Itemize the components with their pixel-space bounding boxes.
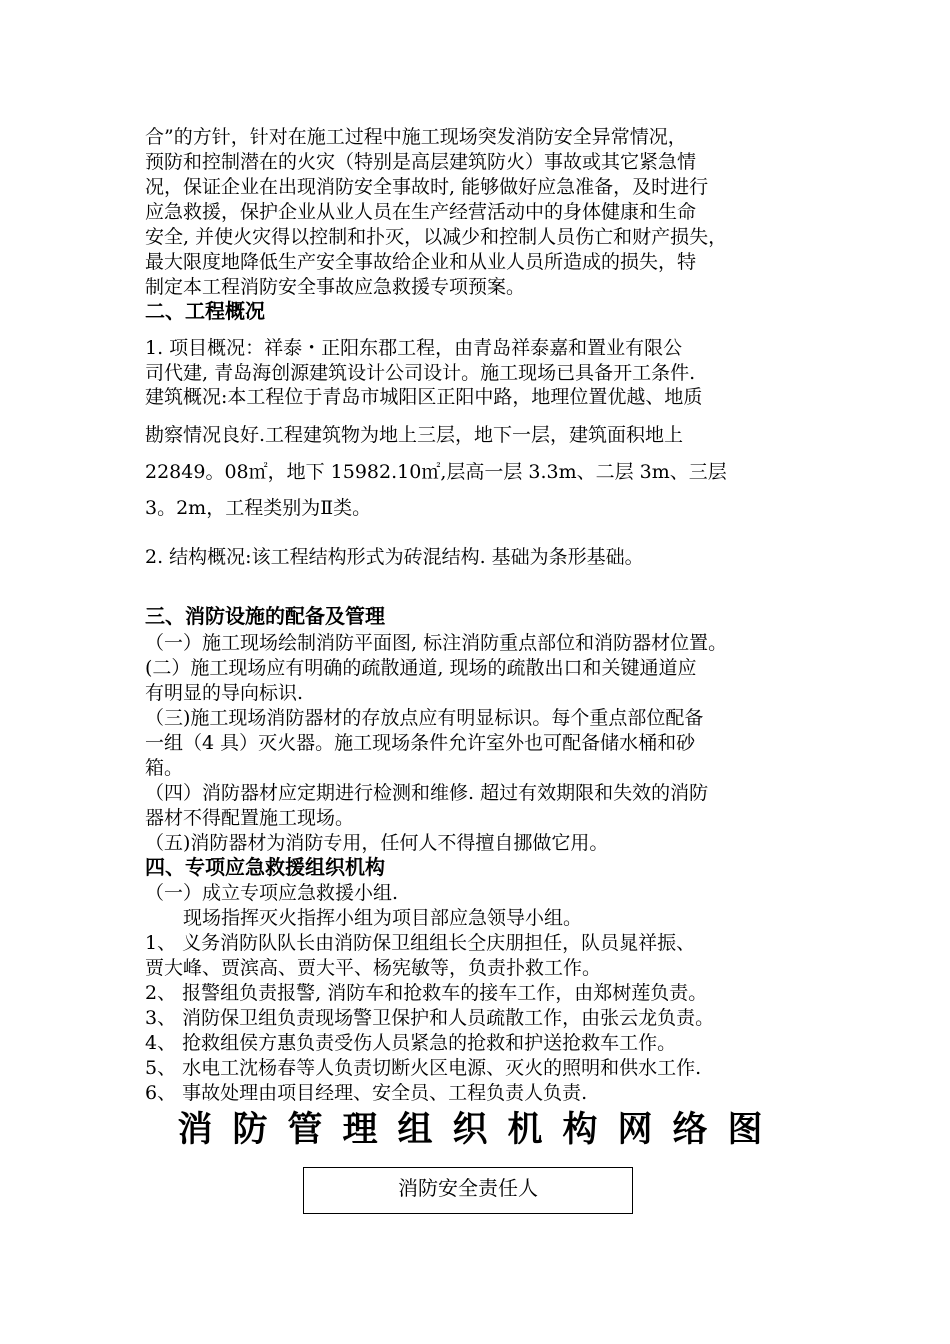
section-heading-facilities: 三、消防设施的配备及管理	[145, 604, 385, 628]
facilities-line: (二）施工现场应有明确的疏散通道, 现场的疏散出口和关键通道应	[145, 657, 697, 679]
facilities-line: （一）施工现场绘制消防平面图, 标注消防重点部位和消防器材位置。	[145, 632, 728, 654]
intro-line: 预防和控制潜在的火灾（特别是高层建筑防火）事故或其它紧急情	[145, 151, 697, 173]
intro-line: 最大限度地降低生产安全事故给企业和从业人员所造成的损失，特	[145, 251, 697, 273]
facilities-line: （三)施工现场消防器材的存放点应有明显标识。每个重点部位配备	[145, 707, 704, 729]
organization-line: 3、 消防保卫组负责现场警卫保护和人员疏散工作，由张云龙负责。	[145, 1007, 715, 1029]
organization-line: 2、 报警组负责报警, 消防车和抢救车的接车工作，由郑树莲负责。	[145, 982, 708, 1004]
organization-line: 4、 抢救组侯方惠负责受伤人员紧急的抢救和护送抢救车工作。	[145, 1032, 677, 1054]
intro-line: 应急救援，保护企业从业人员在生产经营活动中的身体健康和生命	[145, 201, 697, 223]
intro-line: 安全, 并使火灾得以控制和扑灭，以减少和控制人员伤亡和财产损失，	[145, 226, 728, 248]
organization-line: 现场指挥灭火指挥小组为项目部应急领导小组。	[145, 907, 583, 929]
organization-line: 6、 事故处理由项目经理、安全员、工程负责人负责.	[145, 1082, 588, 1104]
overview-line: 2. 结构概况:该工程结构形式为砖混结构. 基础为条形基础。	[145, 546, 644, 568]
organization-line: 贾大峰、贾滨高、贾大平、杨宪敏等，负责扑救工作。	[145, 957, 602, 979]
organization-line: 1、 义务消防队队长由消防保卫组组长仝庆朋担任，队员晁祥振、	[145, 932, 696, 954]
facilities-line: （五)消防器材为消防专用，任何人不得擅自挪做它用。	[145, 832, 609, 854]
intro-line: 况，保证企业在出现消防安全事故时, 能够做好应急准备，及时进行	[145, 176, 709, 198]
section-heading-overview: 二、工程概况	[145, 299, 265, 323]
overview-line: 司代建, 青岛海创源建筑设计公司设计。施工现场已具备开工条件.	[145, 362, 696, 384]
overview-line: 1. 项目概况：祥泰・正阳东郡工程，由青岛祥泰嘉和置业有限公	[145, 337, 683, 359]
org-chart-top-box: 消防安全责任人	[303, 1167, 633, 1214]
facilities-line: 一组（4 具）灭火器。施工现场条件允许室外也可配备储水桶和砂	[145, 732, 696, 754]
intro-line: 制定本工程消防安全事故应急救援专项预案。	[145, 276, 526, 298]
overview-line: 勘察情况良好.工程建筑物为地上三层，地下一层，建筑面积地上	[145, 424, 684, 446]
overview-line: 22849。08㎡，地下 15982.10㎡,层高一层 3.3m、二层 3m、三层	[145, 461, 727, 483]
overview-line: 3。2m，工程类别为Ⅱ类。	[145, 497, 372, 519]
facilities-line: （四）消防器材应定期进行检测和维修. 超过有效期限和失效的消防	[145, 782, 709, 804]
org-chart-title: 消防管理组织机构网络图	[177, 1109, 783, 1150]
overview-line: 建筑概况:本工程位于青岛市城阳区正阳中路，地理位置优越、地质	[145, 386, 703, 408]
section-heading-organization: 四、专项应急救援组织机构	[145, 855, 385, 879]
organization-line: 5、 水电工沈杨春等人负责切断火区电源、灭火的照明和供水工作.	[145, 1057, 702, 1079]
facilities-line: 器材不得配置施工现场。	[145, 807, 355, 829]
facilities-line: 箱。	[145, 757, 184, 779]
organization-line: （一）成立专项应急救援小组.	[145, 882, 399, 904]
intro-line: 合”的方针，针对在施工过程中施工现场突发消防安全异常情况，	[145, 126, 687, 148]
facilities-line: 有明显的导向标识.	[145, 682, 304, 704]
